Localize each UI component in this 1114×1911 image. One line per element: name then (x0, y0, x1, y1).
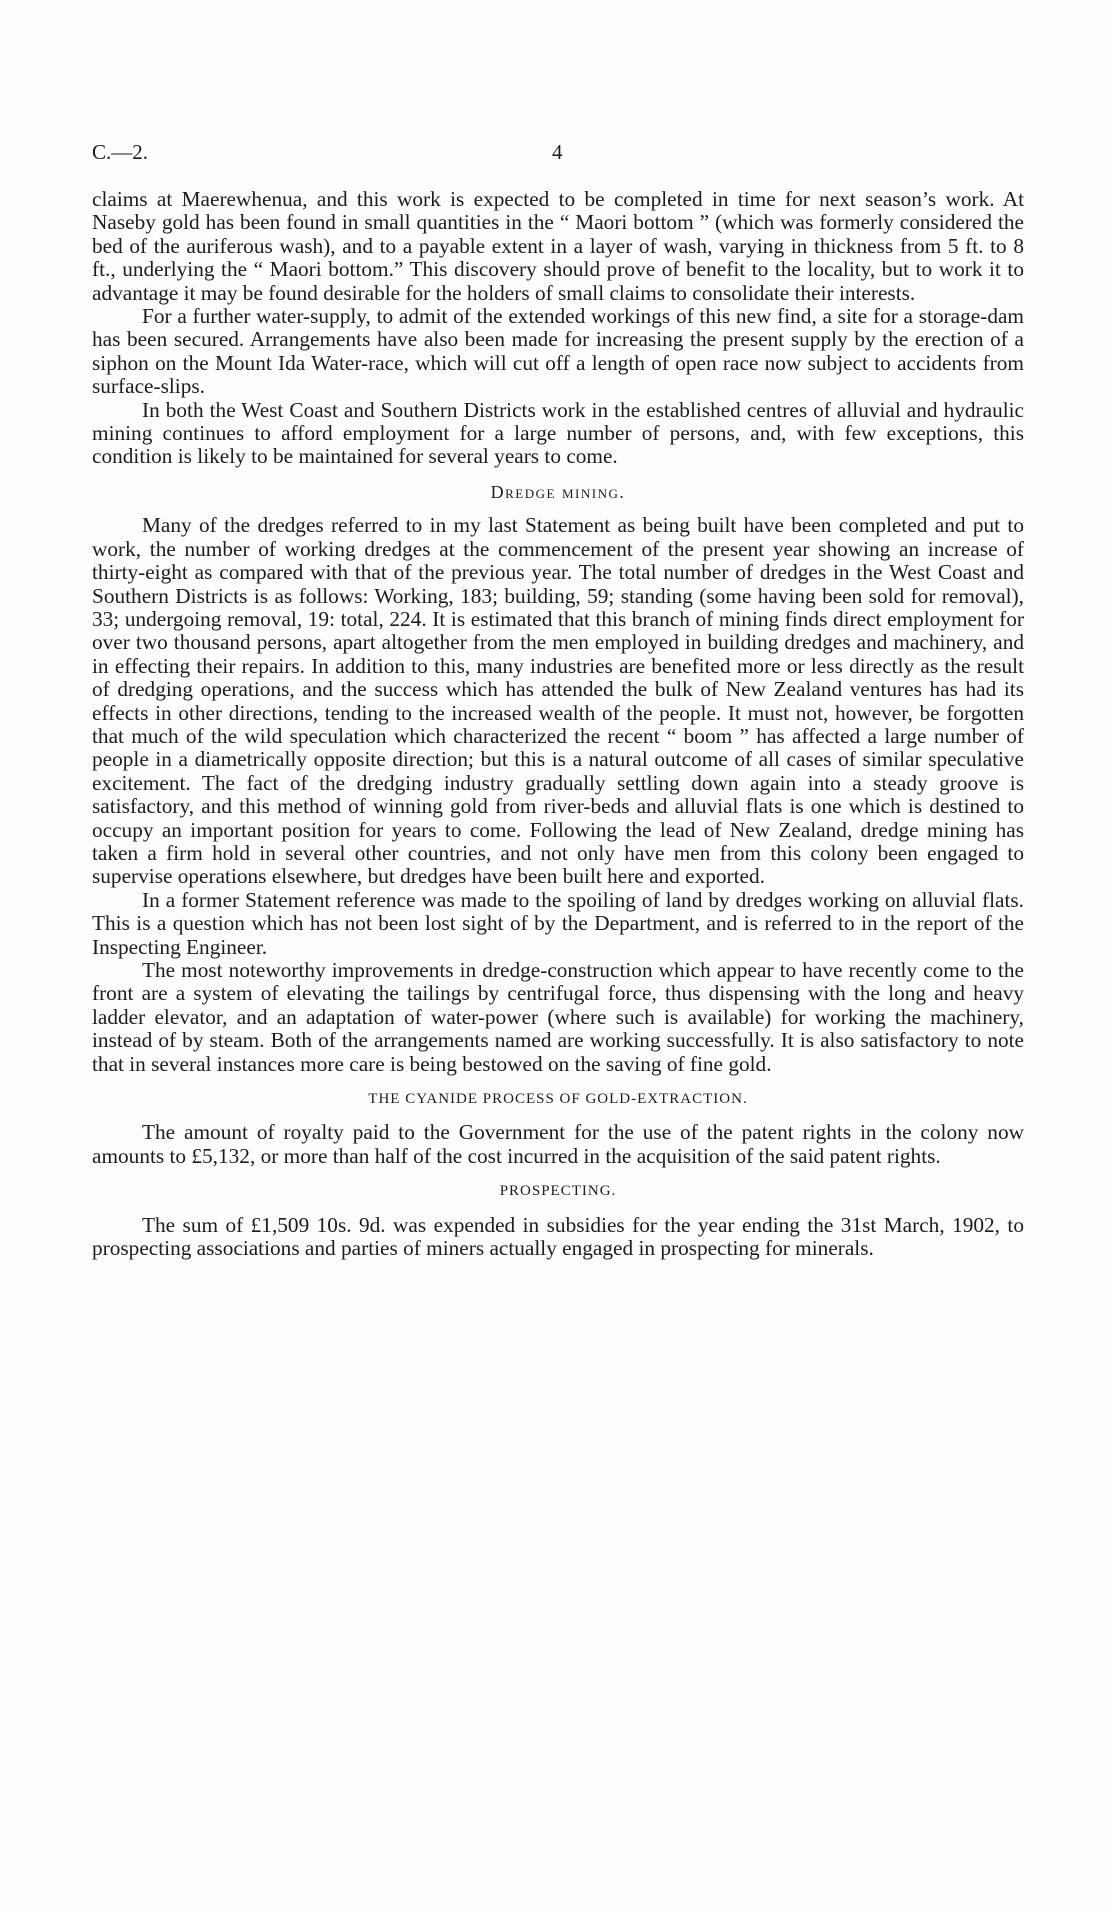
body-text (92, 188, 1024, 1260)
paragraph-cyanide: The amount of royalty paid to the Government for the use of the patent rights in the colony now amounts to £5,132, or more than half of the cost incurred in the acquisition of the said patent rights. (92, 1120, 1024, 1168)
paragraph-continued: claims at Maerewhenua, and this work is expected to be completed in time for next season’s work. At Naseby gold has been found in small quantities in the “ Maori bottom ” (which was formerly considered the bed of the auriferous wash), and to a payable extent in a layer of wash, varying in thickness from 5 ft. to 8 ft., underlying the “ Maori bottom.” This discovery should prove of benefit to the locality, but to work it to advantage it may be found desirable for the holders of small claims to consolidate their interests. (92, 187, 1024, 305)
heading-dredge-mining: Dredge mining. (490, 481, 626, 502)
page-header (92, 140, 1022, 170)
paragraph-spoiling-land: In a former Statement reference was made to the spoiling of land by dredges working on alluvial flats. This is a question which has not been lost sight of by the Department, and is referred to in the report of the Inspecting Engineer. (92, 887, 1024, 959)
page-number: 4 (552, 140, 563, 164)
document-reference: C.—2. (92, 140, 149, 164)
heading-cyanide-process: THE CYANIDE PROCESS OF GOLD-EXTRACTION. (368, 1091, 748, 1108)
paragraph-improvements: The most noteworthy improvements in dredge-construction which appear to have recently come to the front are a system of elevating the tailings by centrifugal force, thus dispensing with the long and heavy ladder elevator, and an adaptation of water-power (where such is available) for working the machinery, instead of by steam. Both of the arrangements named are working successfully. It is also satisfactory to note that in several instances more care is being bestowed on the saving of fine gold. (92, 958, 1024, 1076)
paragraph-prospecting: The sum of £1,509 10s. 9d. was expended in subsidies for the year ending the 31st March, 1902, to prospecting associations and parties of miners actually engaged in prospecting for minerals. (92, 1212, 1024, 1261)
paragraph-water-supply: For a further water-supply, to admit of the extended workings of this new find, a site for a storage-dam has been secured. Arrangements have also been made for increasing the present supply by the erection of a siphon on the Mount Ida Water-race, which will cut off a length of open race now subject to accidents from surface-slips. (92, 304, 1024, 399)
heading-prospecting: PROSPECTING. (499, 1183, 617, 1200)
paragraph-dredges: Many of the dredges referred to in my last Statement as being built have been completed and put to work, the number of working dredges at the commencement of the present year showing an increase of thirty-eight as compared with that of the previous year. The total number of dredges in the West Coast and Southern Districts is as follows: Working, 183; building, 59; standing (some having been sold for removal), 33; undergoing removal, 19: total, 224. It is estimated that this branch of mining finds direct employment for over two thousand persons, apart altogether from the men employed in building dredges and machinery, and in effecting their repairs. In addition to this, many industries are benefited more or less directly as the result of dredging operations, and the success which has attended the bulk of New Zealand ventures has had its effects in other directions, tending to the increased wealth of the people. It must not, however, be forgotten that much of the wild speculation which characterized the recent “ boom ” has affected a large number of people in a diametrically opposite direction; but this is a natural outcome of all cases of similar speculative excitement. The fact of the dredging industry gradually settling down again into a steady groove is satisfactory, and this method of winning gold from river-beds and alluvial flats is one which is destined to occupy an important position for years to come. Following the lead of New Zealand, dredge mining has taken a firm hold in several other countries, and not only have men from this colony been engaged to supervise operations elsewhere, but dredges have been built here and exported. (92, 513, 1024, 889)
paragraph-districts: In both the West Coast and Southern Districts work in the established centres of alluvial and hydraulic mining continues to afford employment for a large number of persons, and, with few exceptions, this condition is likely to be maintained for several years to come. (92, 397, 1024, 469)
